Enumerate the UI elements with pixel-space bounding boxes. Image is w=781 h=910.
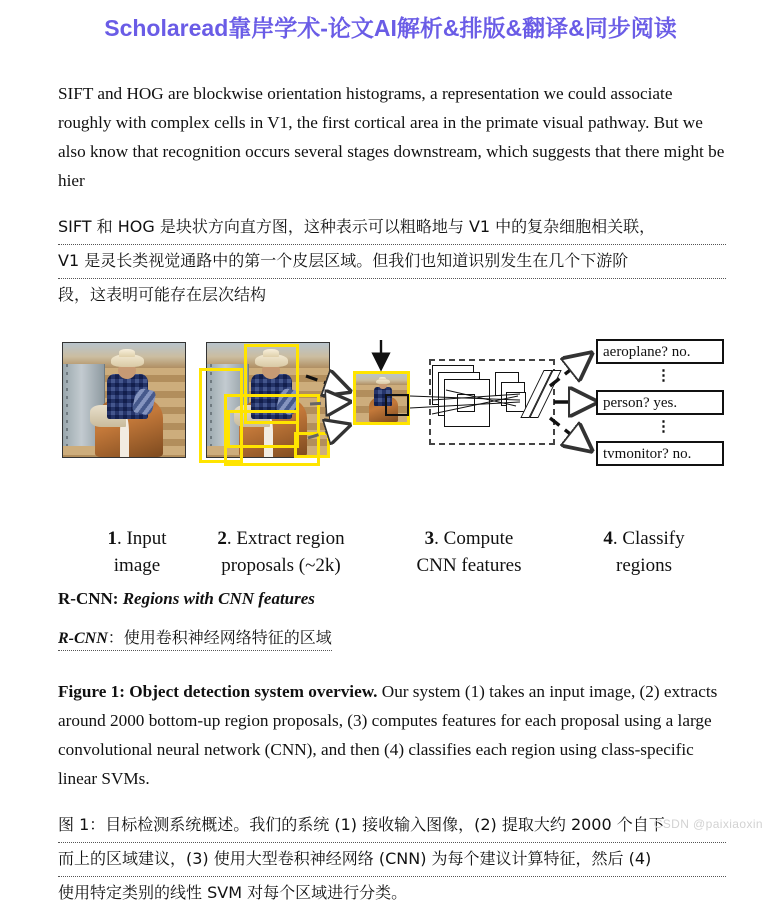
caption-translated-line: 使用特定类别的线性 SVM 对每个区域进行分类。 (58, 883, 408, 902)
rcnn-zh-body: ：使用卷积神经网络特征的区域 (107, 628, 332, 647)
figure-rcnn-overview (58, 334, 726, 519)
step-label-2: image (113, 555, 161, 576)
step-label: . Classify (612, 528, 685, 549)
step-label: . Compute (434, 528, 514, 549)
step-label-2: CNN features (416, 555, 522, 576)
step-number: 1 (107, 528, 117, 549)
app-title: Scholaread靠岸学术-论文AI解析&排版&翻译&同步阅读 (104, 15, 677, 41)
figure-step (82, 525, 192, 579)
figure-caption-chinese (58, 809, 726, 910)
rcnn-title-italic: Regions with CNN features (122, 589, 315, 608)
figure-step-captions (58, 525, 726, 583)
translated-line: V1 是灵长类视觉通路中的第一个皮层区域。但我们也知道识别发生在几个下游阶 (58, 245, 726, 279)
translated-line: SIFT 和 HOG 是块状方向直方图，这种表示可以粗略地与 V1 中的复杂细胞相关联， (58, 211, 726, 245)
step-label-2: regions (616, 555, 672, 576)
translated-line: 段，这表明可能存在层次结构 (58, 285, 267, 304)
classification-result-box: aeroplane? no. (596, 339, 724, 364)
rcnn-title-english (58, 589, 726, 609)
ellipsis-icon: ⋮ (656, 368, 671, 384)
figure-step (574, 525, 714, 579)
figure-canvas (58, 334, 728, 519)
classification-result-box: person? yes. (596, 390, 724, 415)
rcnn-title-prefix: R-CNN: (58, 589, 123, 608)
caption-translated-line: 而上的区域建议，(3) 使用大型卷积神经网络 (CNN) 为每个建议计算特征，然后 (4) (58, 843, 726, 877)
step-number: 3 (424, 528, 435, 549)
figure-caption-english (58, 677, 726, 793)
caption-translated-line: 图 1：目标检测系统概述。我们的系统 (1) 接收输入图像，(2) 提取大约 2000 个自下 (58, 809, 726, 843)
caption-rest: Our system (1) takes an input image, (2) extracts around 2000 bottom-up region proposals, (3) computes features for each proposal using a large convolutional neural network (CNN), and then (4) classifies each region using class-specific linear SVMs. (58, 682, 718, 788)
app-header (0, 0, 781, 49)
step-label-2: proposals (~2k) (221, 555, 341, 576)
document-page (0, 49, 781, 910)
caption-bold-lead: Figure 1: Object detection system overview. (58, 682, 378, 701)
translated-paragraph-chinese (58, 195, 726, 312)
source-paragraph-english: SIFT and HOG are blockwise orientation histograms, a representation we could associate roughly with complex cells in V1, the first cortical area in the primate visual pathway. But we also know that recognition occurs several stages downstream, which suggests that there might be hier (58, 84, 725, 190)
figure-step (191, 525, 371, 579)
rcnn-zh-prefix: R-CNN (58, 630, 108, 647)
rcnn-title-chinese (58, 625, 726, 651)
figure-step (389, 525, 549, 579)
step-number: 4 (603, 528, 613, 549)
classification-result-box: tvmonitor? no. (596, 441, 724, 466)
step-number: 2 (217, 528, 227, 549)
step-label: . Input (116, 528, 167, 549)
step-label: . Extract region (226, 528, 345, 549)
watermark: CSDN @paixiaoxin (653, 817, 763, 831)
ellipsis-icon: ⋮ (656, 419, 671, 435)
